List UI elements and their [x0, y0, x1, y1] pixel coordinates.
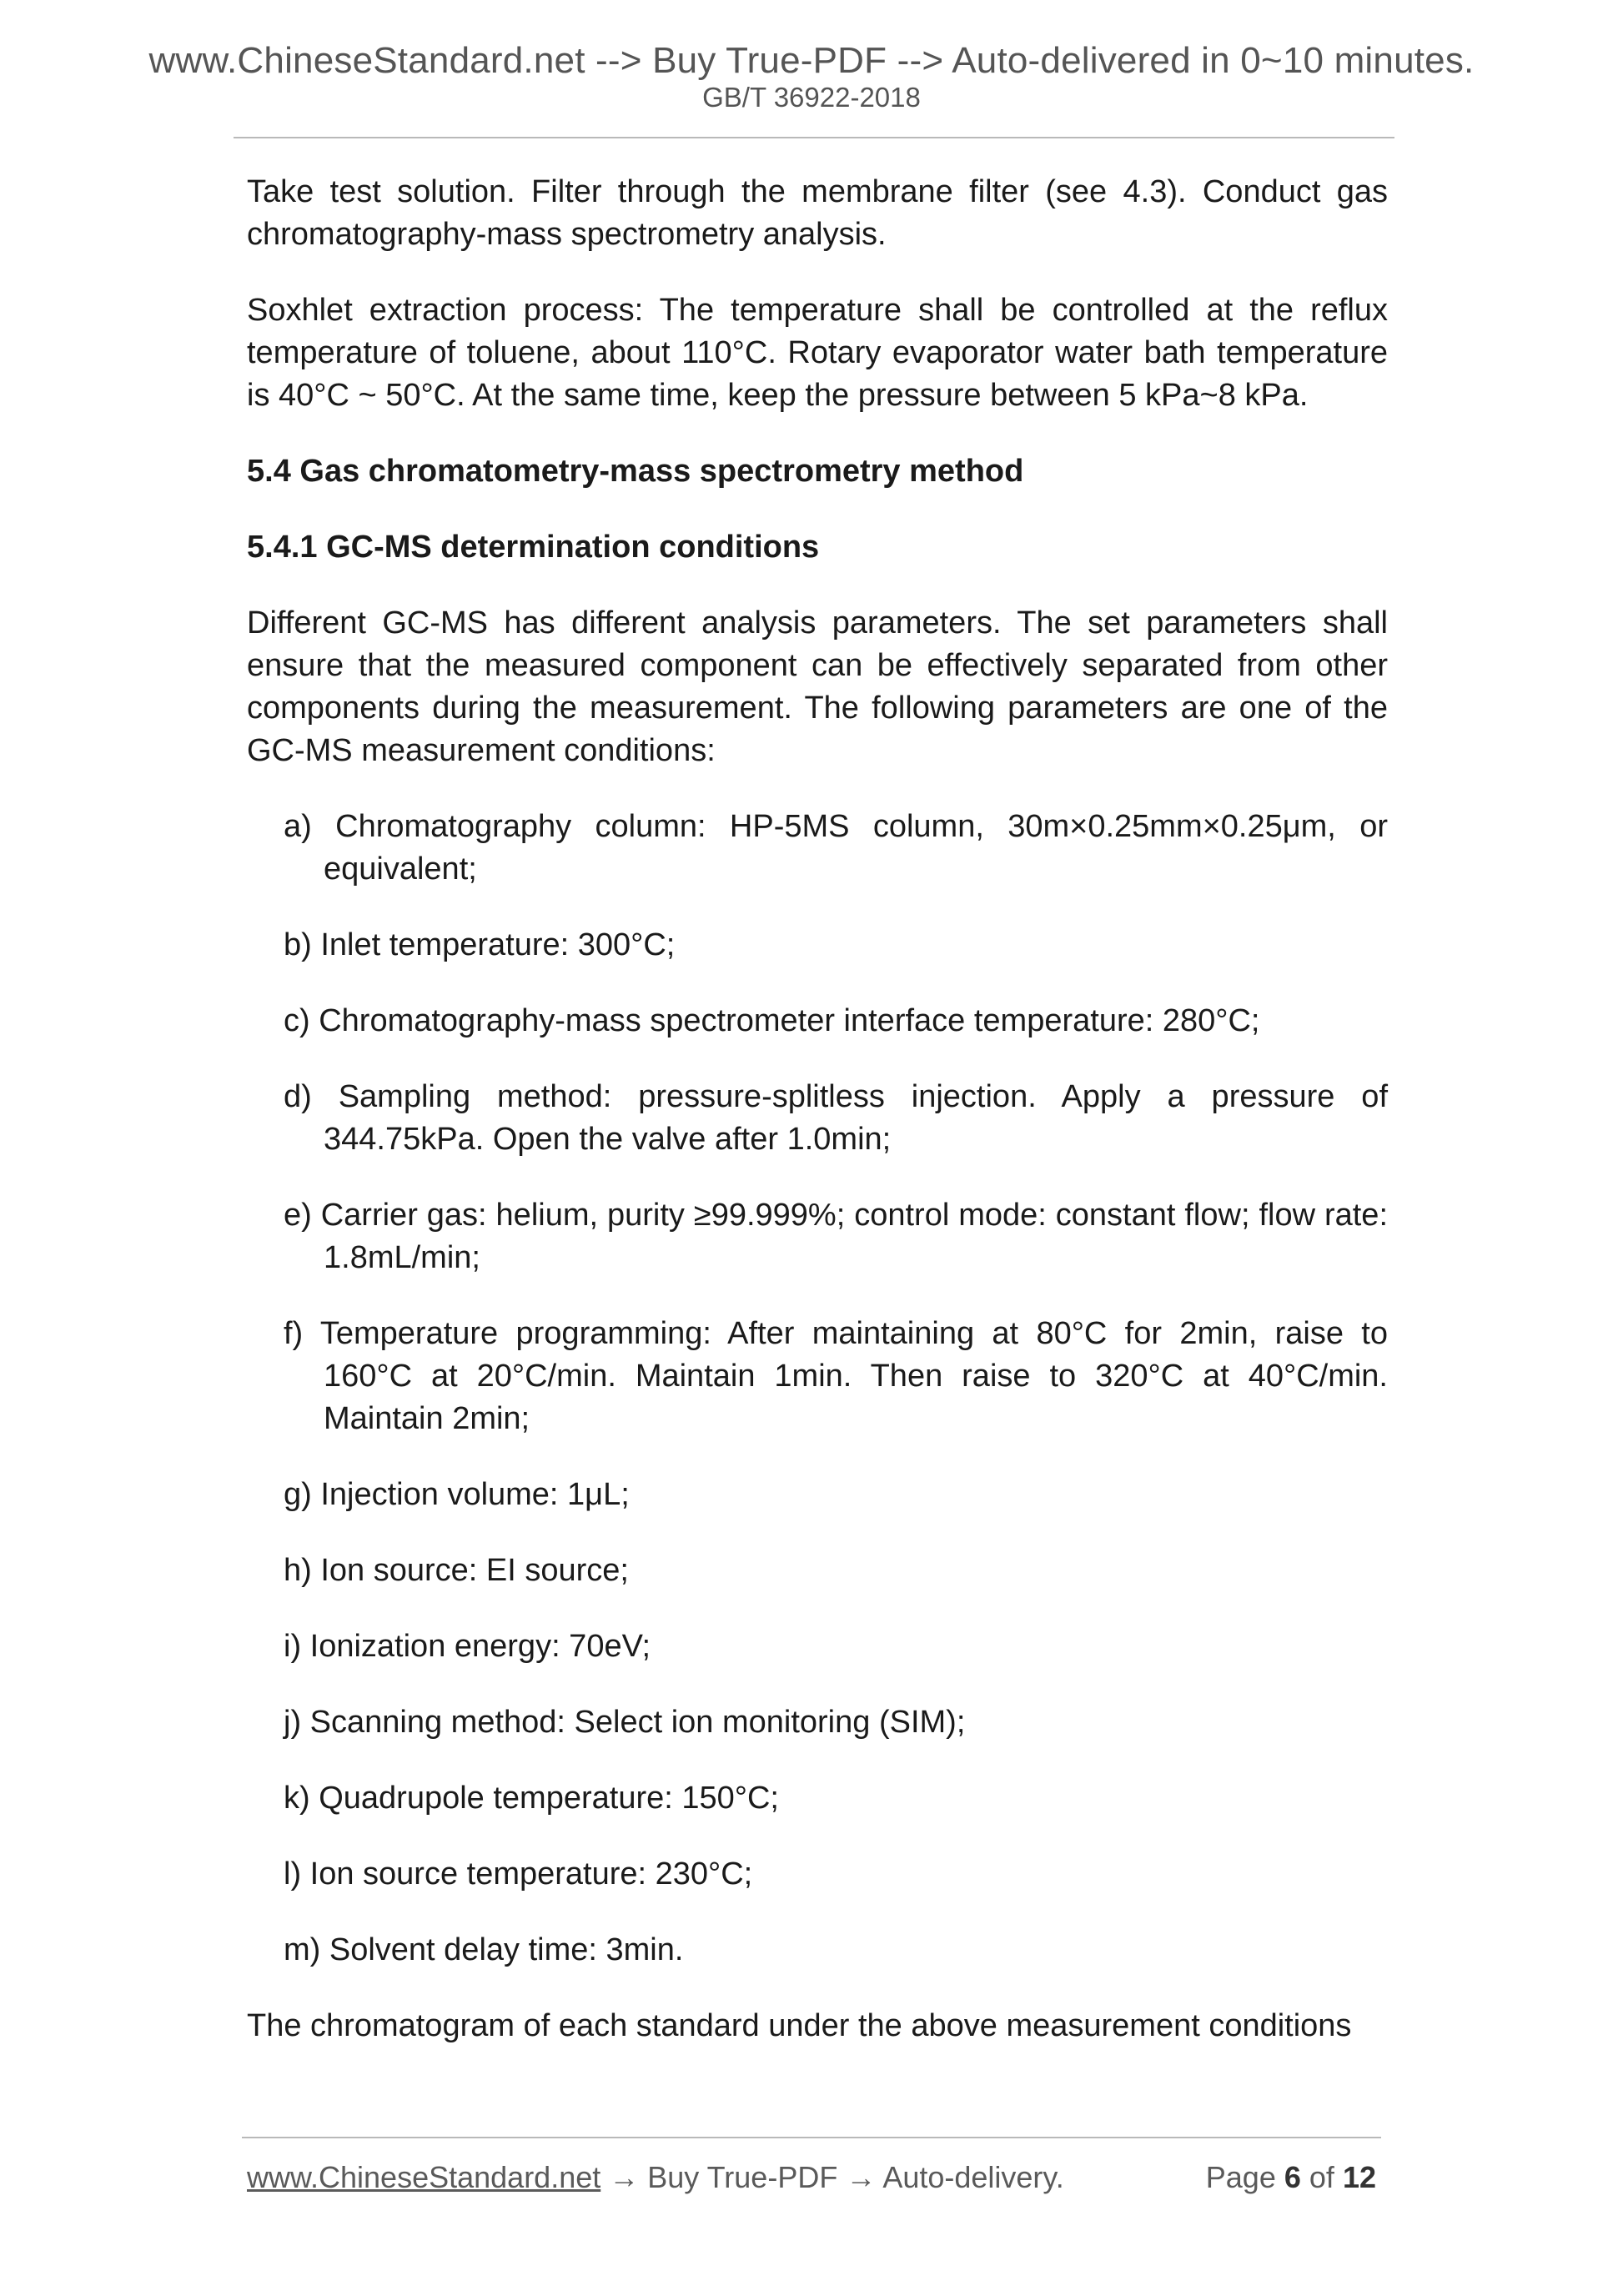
- list-item: g) Injection volume: 1μL;: [284, 1477, 630, 1512]
- document-body: [247, 171, 1388, 2081]
- header-divider: [234, 137, 1394, 138]
- footer-tagline: → Buy True-PDF → Auto-delivery.: [600, 2160, 1064, 2194]
- list-item: m) Solvent delay time: 3min.: [284, 1932, 684, 1967]
- page-current: 6: [1284, 2160, 1301, 2194]
- list-item: a) Chromatography column: HP-5MS column, 30m×0.25mm×0.25μm, or equivalent;: [284, 809, 1388, 887]
- list-item: j) Scanning method: Select ion monitoring (SIM);: [284, 1705, 966, 1740]
- site-banner: www.ChineseStandard.net --> Buy True-PDF --> Auto-delivered in 0~10 minutes.: [148, 40, 1475, 81]
- conditions-list: [247, 806, 1388, 1972]
- paragraph-chromatogram: The chromatogram of each standard under the above measurement conditions: [247, 2008, 1352, 2043]
- list-item: e) Carrier gas: helium, purity ≥99.999%; control mode: constant flow; flow rate: 1.8mL/min;: [284, 1198, 1388, 1275]
- list-item: d) Sampling method: pressure-splitless injection. Apply a pressure of 344.75kPa. Open the valve after 1.0min;: [284, 1079, 1388, 1157]
- list-item: k) Quadrupole temperature: 150°C;: [284, 1781, 779, 1816]
- page-of: of: [1309, 2160, 1334, 2194]
- page-indicator: [1206, 2158, 1376, 2197]
- footer-links: [247, 2158, 1064, 2197]
- list-item: i) Ionization energy: 70eV;: [284, 1629, 651, 1664]
- page-total: 12: [1342, 2160, 1376, 2194]
- list-item: b) Inlet temperature: 300°C;: [284, 927, 676, 962]
- list-item: l) Ion source temperature: 230°C;: [284, 1856, 753, 1892]
- site-link[interactable]: www.ChineseStandard.net: [247, 2160, 601, 2194]
- paragraph-test-solution: Take test solution. Filter through the membrane filter (see 4.3). Conduct gas chromatography-mass spectrometry analysis.: [247, 174, 1388, 252]
- paragraph-soxhlet: Soxhlet extraction process: The temperature shall be controlled at the reflux temperature of toluene, about 110°C. Rotary evaporator water bath temperature is 40°C ~ 50°C. At the same time, keep the pressure between 5 kPa~8 kPa.: [247, 293, 1388, 413]
- standard-number: GB/T 36922-2018: [702, 82, 921, 113]
- paragraph-gcms-intro: Different GC-MS has different analysis parameters. The set parameters shall ensure that the measured component can be effectively separated from other components during the measurement. The following parameters are one of the GC-MS measurement conditions:: [247, 605, 1388, 768]
- footer-divider: [242, 2137, 1381, 2138]
- list-item: h) Ion source: EI source;: [284, 1553, 629, 1588]
- section-heading-5-4-1: 5.4.1 GC-MS determination conditions: [247, 530, 820, 565]
- list-item: f) Temperature programming: After maintaining at 80°C for 2min, raise to 160°C at 20°C/min. Maintain 1min. Then raise to 320°C at 40°C/min. Maintain 2min;: [284, 1316, 1388, 1436]
- page-label: Page: [1205, 2160, 1276, 2194]
- section-heading-5-4: 5.4 Gas chromatometry-mass spectrometry method: [247, 454, 1024, 489]
- list-item: c) Chromatography-mass spectrometer interface temperature: 280°C;: [284, 1003, 1260, 1038]
